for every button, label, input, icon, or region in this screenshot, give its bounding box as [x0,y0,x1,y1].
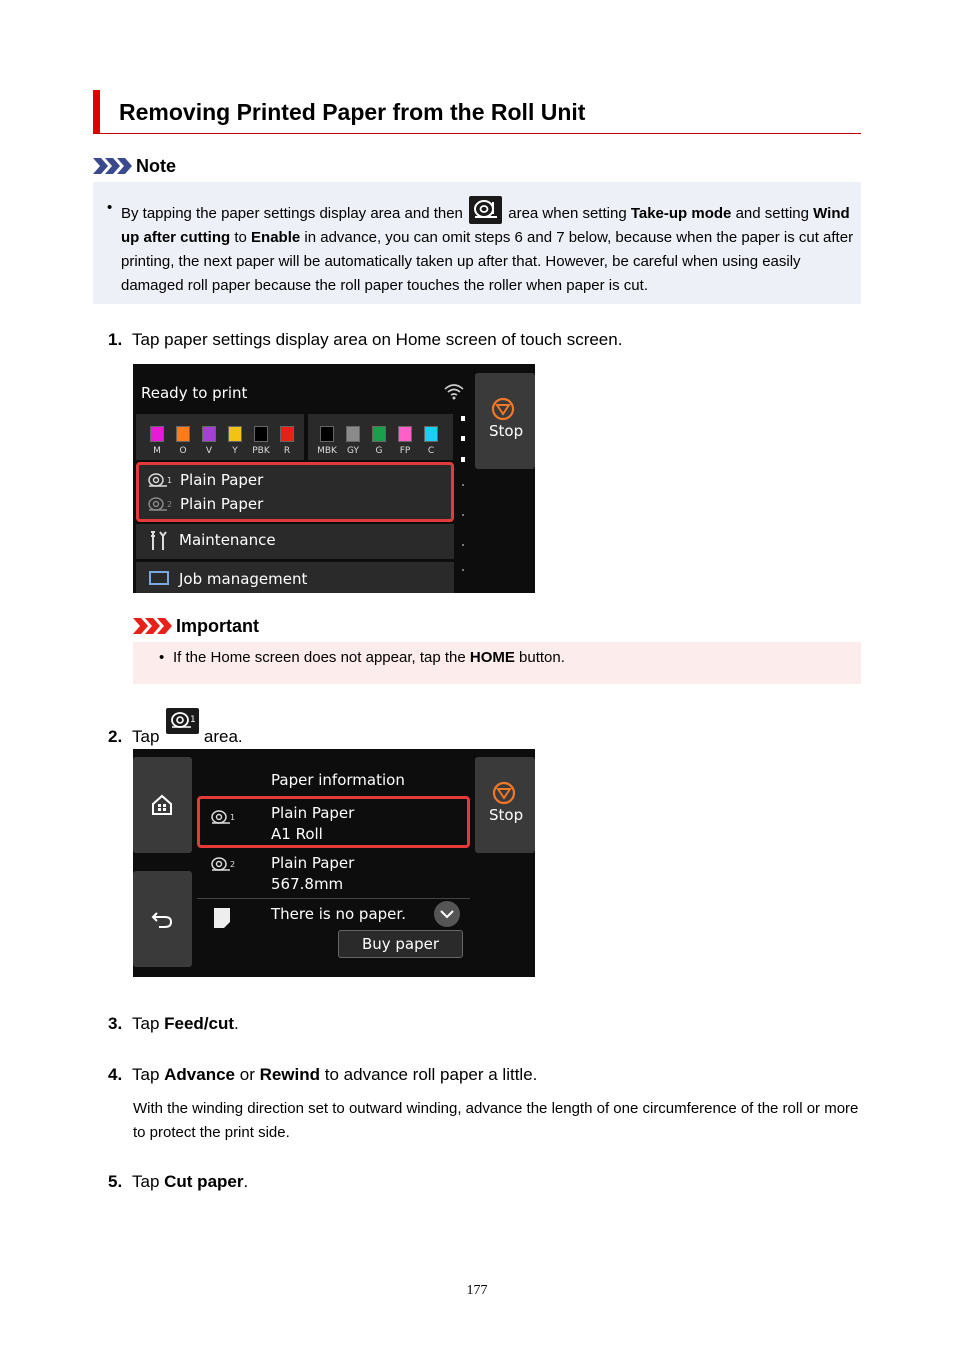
roll-2-row[interactable] [197,851,470,899]
note-arrows-icon [93,157,133,175]
roll-2-icon [147,496,175,512]
note-label: Note [136,156,176,176]
home-icon [150,793,174,817]
roll-2-type: Plain Paper [271,854,355,872]
step-1 [108,330,622,350]
ink-swatch-c [424,426,438,442]
maintenance-label: Maintenance [179,531,276,549]
scroll-dots [460,414,466,584]
heading-accent-bar [93,90,100,133]
stop-label: Stop [489,422,524,440]
chevron-down-icon [440,909,454,919]
ink-swatch-mbk [320,426,334,442]
svg-text:2: 2 [167,500,173,509]
step-5-post: . [243,1172,249,1191]
step-3-bold: Feed/cut [164,1014,235,1033]
sheet-row[interactable] [197,901,470,971]
ink-label-o: O [179,446,187,456]
step-3-post: . [234,1014,239,1033]
step-2-number: 2. [108,727,123,746]
ink-label-gy: GY [346,446,360,456]
svg-text:1: 1 [190,715,196,725]
page-title: Removing Printed Paper from the Roll Unit [119,99,586,125]
ink-swatch-r [280,426,294,442]
back-icon [151,909,173,929]
paper-info-screen-image [133,749,535,977]
note-box [93,182,861,304]
step-4-mid: or [235,1065,260,1084]
roll-1-icon [210,809,238,825]
svg-text:2: 2 [230,860,236,869]
ink-label-g: G [375,446,383,456]
step-2-pre: Tap [132,727,160,746]
stop-icon [492,781,516,805]
home-button[interactable] [133,757,192,853]
status-text: Ready to print [141,384,248,402]
back-button[interactable] [133,871,192,967]
stop-icon [491,397,515,421]
note-text-1: By tapping the paper settings display area and then [121,205,463,222]
step-4-post: to advance roll paper a little. [320,1065,538,1084]
paper-info-header: Paper information [271,771,405,789]
ink-swatch-v [202,426,216,442]
paper-1-label: Plain Paper [180,471,264,489]
ink-swatch-gy [346,426,360,442]
ink-label-r: R [283,446,291,456]
buy-paper-button[interactable] [338,930,463,958]
sheet-icon [213,907,231,929]
ink-swatch-fp [398,426,412,442]
buy-paper-label: Buy paper [361,935,440,953]
note-text [107,196,857,298]
home-screen-image [133,364,535,593]
paper-settings-area[interactable] [136,462,454,522]
stop-button[interactable] [475,373,535,469]
step-3 [108,1014,239,1034]
ink-label-fp: FP [399,446,411,456]
ink-panel-right[interactable] [308,414,453,460]
ink-panel-left[interactable] [136,414,304,460]
sheet-status: There is no paper. [271,905,406,923]
roll-1-row[interactable] [197,796,470,848]
ink-label-c: C [427,446,435,456]
step-1-text: Tap paper settings display area on Home screen of touch screen. [132,330,623,349]
roll-1-icon [147,472,175,488]
roll-1-size: A1 Roll [271,825,323,843]
step-4-number: 4. [108,1065,123,1084]
bullet: • [107,199,113,216]
paper-2-label: Plain Paper [180,495,264,513]
roll-1-type: Plain Paper [271,804,355,822]
job-management-button[interactable] [136,562,454,593]
note-text-4: to [230,229,252,246]
note-bold-wind: Wind up after cutting [121,205,850,246]
roll-2-icon [210,856,238,872]
step-4-pre: Tap [132,1065,165,1084]
job-management-icon [148,570,170,586]
step-2 [108,708,243,747]
important-text [159,649,565,667]
step-5 [108,1172,248,1192]
bullet: • [159,649,165,666]
section-heading [93,90,861,134]
note-text-3: and setting [731,205,814,222]
note-text-2: area when setting [504,205,631,222]
svg-text:1: 1 [230,813,236,822]
note-bold-enable: Enable [251,229,301,246]
ink-label-mbk: MBK [317,446,337,456]
ink-swatch-y [228,426,242,442]
important-bold-home: HOME [469,649,515,666]
ink-swatch-o [176,426,190,442]
stop-label: Stop [489,806,524,824]
ink-swatch-pbk [254,426,268,442]
roll-2-size: 567.8mm [271,875,344,893]
step-4-bold-rewind: Rewind [259,1065,321,1084]
step-5-bold: Cut paper [164,1172,244,1191]
wifi-icon [443,382,465,400]
step-3-pre: Tap [132,1014,165,1033]
ink-swatch-m [150,426,164,442]
important-text-post: button. [514,649,565,666]
ink-label-pbk: PBK [252,446,270,456]
step-2-post: area. [199,727,243,746]
job-management-label: Job management [179,570,308,588]
roll-1-inline-icon [166,708,199,734]
roll-takeup-icon [469,196,502,224]
step-1-number: 1. [108,330,123,349]
step-4 [108,1065,537,1085]
stop-button[interactable] [475,757,535,853]
ink-label-y: Y [232,446,238,456]
svg-text:1: 1 [167,476,173,485]
step-5-number: 5. [108,1172,123,1191]
important-label: Important [176,616,259,636]
important-arrows-icon [133,617,173,635]
note-bold-takeup: Take-up mode [630,205,732,222]
step-4-description: With the winding direction set to outward winding, advance the length of one circumference of the roll or more to protect the print side. [133,1100,859,1141]
maintenance-button[interactable] [136,524,454,559]
note-text-5: in advance, you can omit steps 6 and 7 below, because when the paper is cut after printing, the next paper will be automatically taken up after that. However, be careful when using easily damaged roll paper because the roll paper touches the roller when paper is cut. [121,229,854,294]
expand-button[interactable] [434,901,460,927]
step-5-pre: Tap [132,1172,165,1191]
ink-label-m: M [153,446,161,456]
step-3-number: 3. [108,1014,123,1033]
step-4-bold-advance: Advance [164,1065,236,1084]
maintenance-icon [148,530,170,552]
important-box [133,642,861,684]
ink-label-v: V [205,446,213,456]
page-number: 177 [466,1283,488,1298]
important-text-pre: If the Home screen does not appear, tap the [173,649,470,666]
ink-swatch-g [372,426,386,442]
